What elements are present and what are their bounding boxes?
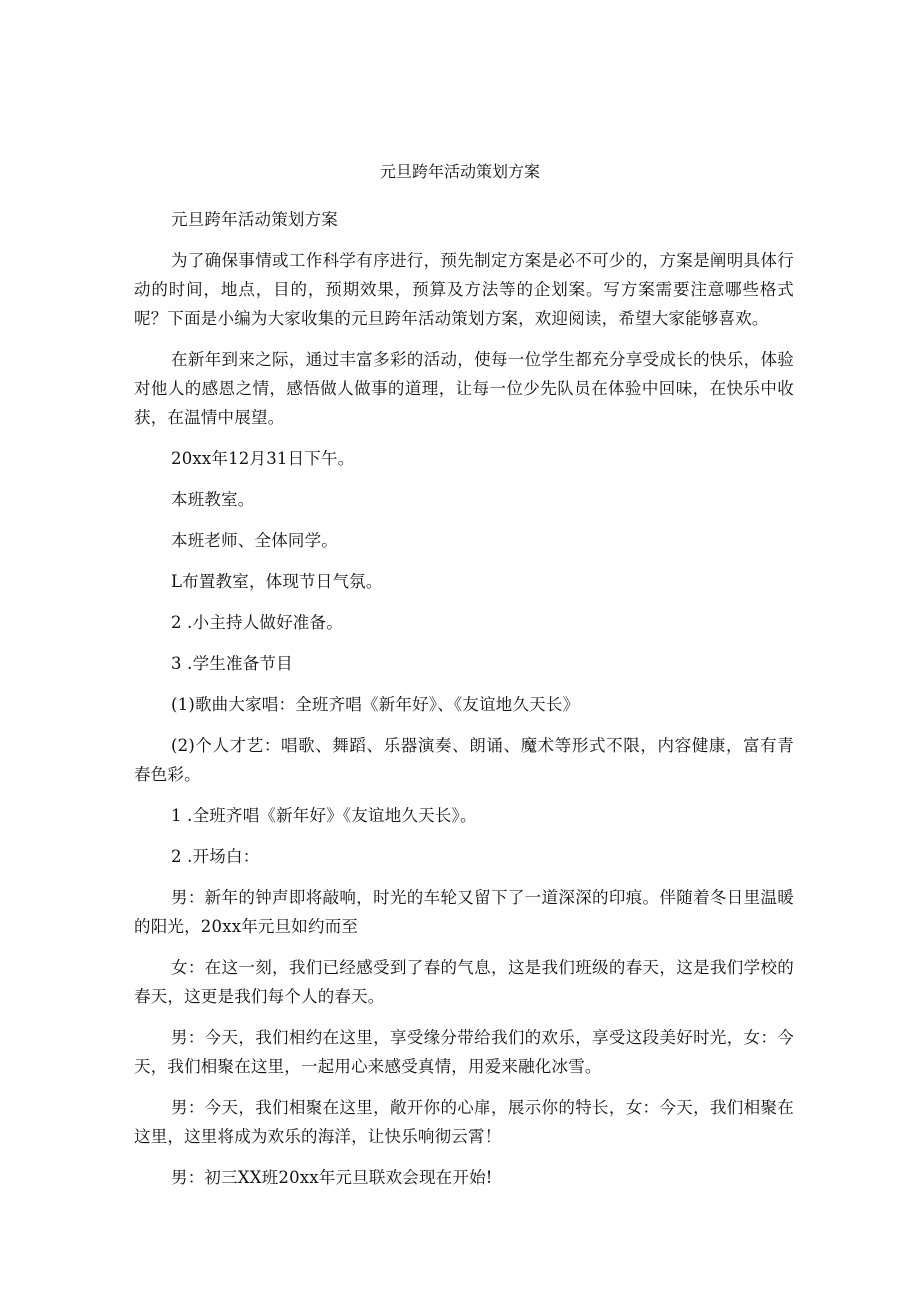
document-title: 元旦跨年活动策划方案 <box>379 162 540 181</box>
program-item-1: (1)歌曲大家唱：全班齐唱《新年好》、《友谊地久天长》 <box>171 695 580 714</box>
dialogue-line-2: 女：在这一刻，我们已经感受到了春的气息，这是我们班级的春天，这是我们学校的春天，这更是我们每个人的春天。 <box>134 958 794 1006</box>
purpose-paragraph: 在新年到来之际，通过丰富多彩的活动，使每一位学生都充分享受成长的快乐，体验对他人的感恩之情，感悟做人做事的道理，让每一位少先队员在体验中回味，在快乐中收获，在温情中展望。 <box>134 350 794 427</box>
dialogue-line-5: 男：初三XX班20xx年元旦联欢会现在开始! <box>171 1168 493 1187</box>
dialogue-line-4: 男：今天，我们相聚在这里，敞开你的心扉，展示你的特长，女：今天，我们相聚在这里，这里将成为欢乐的海洋，让快乐响彻云霄！ <box>134 1098 794 1146</box>
time-paragraph: 20xx年12月31日下午。 <box>171 449 355 468</box>
prep-item-3: 3 .学生准备节目 <box>171 654 293 673</box>
dialogue-line-3: 男：今天，我们相约在这里，享受缘分带给我们的欢乐，享受这段美好时光，女：今天，我们相聚在这里，一起用心来感受真情，用爱来融化冰雪。 <box>134 1028 794 1076</box>
location-paragraph: 本班教室。 <box>171 490 255 509</box>
flow-item-1: 1 .全班齐唱《新年好》《友谊地久天长》。 <box>171 806 477 825</box>
dialogue-line-1: 男：新年的钟声即将敲响，时光的车轮又留下了一道深深的印痕。伴随着冬日里温暖的阳光，20xx年元旦如约而至 <box>134 888 794 936</box>
program-item-2: (2)个人才艺：唱歌、舞蹈、乐器演奏、朗诵、魔术等形式不限，内容健康，富有青春色彩。 <box>134 736 794 784</box>
subtitle-paragraph: 元旦跨年活动策划方案 <box>171 210 338 229</box>
document-body <box>134 205 794 1204</box>
participants-paragraph: 本班老师、全体同学。 <box>171 531 338 550</box>
prep-item-1: L布置教室，体现节日气氛。 <box>171 572 383 591</box>
flow-item-2: 2 .开场白： <box>171 847 260 866</box>
intro-paragraph: 为了确保事情或工作科学有序进行，预先制定方案是必不可少的，方案是阐明具体行动的时间，地点，目的，预期效果，预算及方法等的企划案。写方案需要注意哪些格式呢？下面是小编为大家收集的元旦跨年活动策划方案，欢迎阅读，希望大家能够喜欢。 <box>134 251 794 328</box>
prep-item-2: 2 .小主持人做好准备。 <box>171 613 343 632</box>
